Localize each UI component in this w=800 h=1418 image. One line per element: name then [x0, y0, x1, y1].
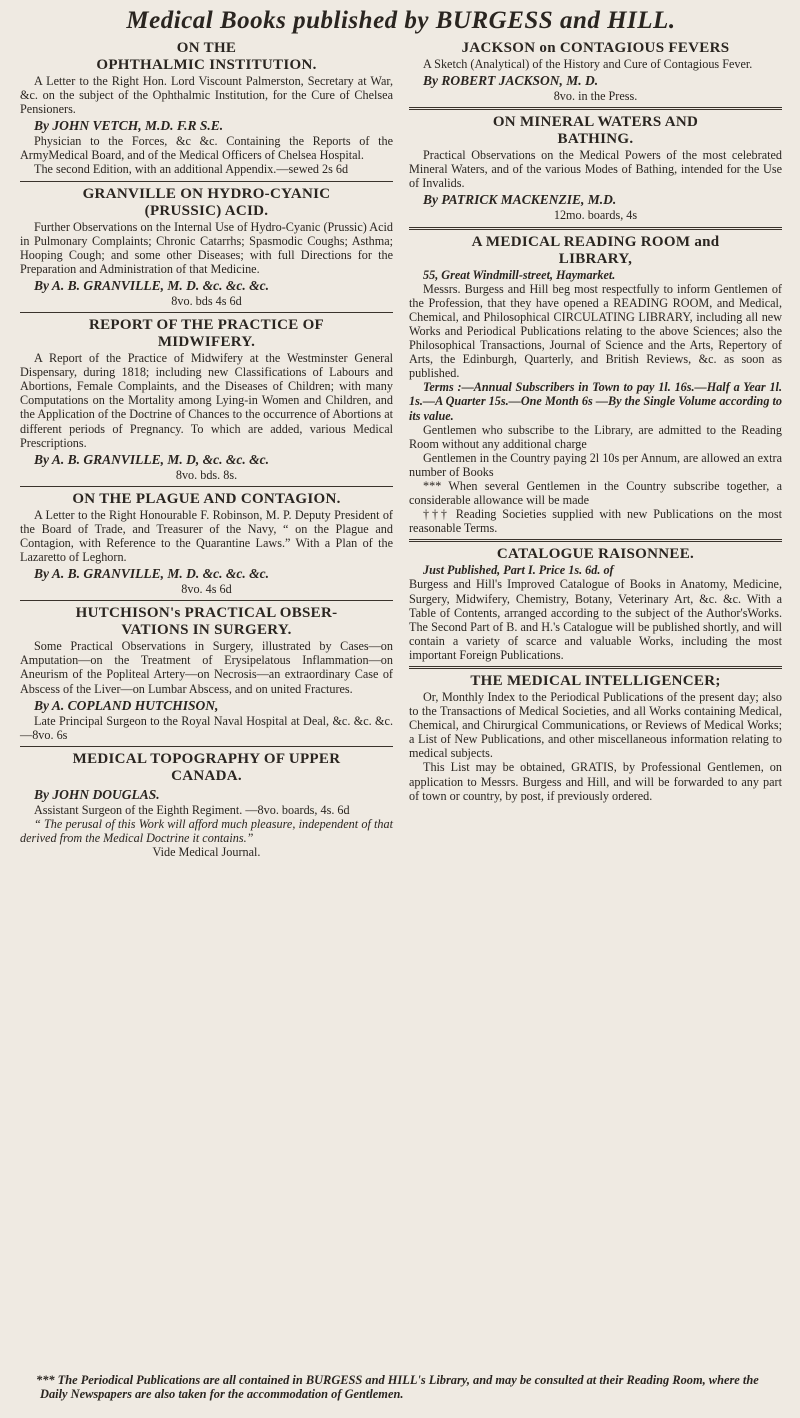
divider [20, 312, 393, 313]
library-title-1: A MEDICAL READING ROOM and [471, 233, 720, 250]
canada-title-1: MEDICAL TOPOGRAPHY OF UPPER [72, 750, 341, 767]
left-column [20, 40, 393, 861]
library-ad [409, 234, 782, 536]
library-body: Messrs. Burgess and Hill beg most respectfully to inform Gentlemen of the Profession, that they have opened a READING ROOM, and Medical, Chemical, and Philosophical CIRCULATING LIBRARY, including all new Works and Periodical Publications relating to the above Sciences; also the Philosophical Transactions, Journal of Science and the Arts, Repertory of Arts, the Edinburgh, Quarterly, and British Reviews, &c. as soon as published. [409, 281, 782, 381]
library-terms: Terms :—Annual Subscribers in Town to pay 1l. 16s.—Half a Year 1l. 1s.—A Quarter 15s.—One Month 6s —By the Single Volume according to its value. [409, 380, 782, 423]
ophthalmic-edition: The second Edition, with an additional Appendix.—sewed 2s 6d [34, 162, 349, 177]
footer-note: *** The Periodical Publications are all contained in BURGESS and HILL's Library, and may be consulted at their Reading Room, where the Daily Newspapers are also taken for the accommodation of Gentlemen. [36, 1373, 759, 1401]
ophthalmic-author: By JOHN VETCH, M.D. F.R S.E. [34, 118, 224, 134]
granville1-body: Further Observations on the Internal Use of Hydro-Cyanic (Prussic) Acid in Pulmonary Complaints; Chronic Catarrhs; Spasmodic Coughs; Asthma; Hooping Cough; and some other Diseases; with full Directions for the Preparation and Administration of that Medicine. [20, 219, 393, 276]
divider [409, 666, 782, 669]
mineral-ad [409, 114, 782, 222]
hutchison-title-2: VATIONS IN SURGERY. [121, 622, 292, 639]
divider [409, 227, 782, 230]
divider [20, 600, 393, 601]
ophthalmic-body: A Letter to the Right Hon. Lord Viscount Palmerston, Secretary at War, &c. on the subject of the Ophthalmic Institution, for the Cure of Chelsea Pensioners. [20, 74, 393, 117]
jackson-ad [409, 40, 782, 103]
library-body-3: Gentlemen in the Country paying 2l 10s per Annum, are allowed an extra number of Books [409, 450, 782, 479]
intelligencer-body: Or, Monthly Index to the Periodical Publications of the present day; also to the Transactions of Medical Societies, and all Works containing Medical, Chemical, and Chirurgical Communications, or Reviews of Medical Works; a List of New Publications, and other miscellaneous information relating to medical subjects. [409, 690, 782, 761]
catalogue-body: Burgess and Hill's Improved Catalogue of Books in Anatomy, Medicine, Surgery, Midwifery, Chemistry, Botany, Veterinary Art, &c. &c. With a Table of Contents, arranged according to the subject of the Author'sWorks. The Second Part of B. and H.'s Catalogue will be published shortly, and will contain a variety of scarce and valuable Works, including the most important Foreign Publications. [409, 577, 782, 662]
jackson-price: 8vo. in the Press. [553, 89, 638, 104]
page-header: Medical Books published by BURGESS and HILL. [126, 7, 676, 34]
library-body-5: ††† Reading Societies supplied with new Publications on the most reasonable Terms. [409, 507, 782, 536]
plague-body: A Letter to the Right Honourable F. Robinson, M. P. Deputy President of the Board of Trade, and Treasurer of the Navy, “ on the Plague and Contagion, with Reference to the Quarantine Laws.” With a Plan of the Lazaretto of Leghorn. [20, 507, 393, 565]
granville1-price: 8vo. bds 4s 6d [171, 293, 242, 308]
divider [20, 486, 393, 487]
plague-title: ON THE PLAGUE AND CONTAGION. [72, 490, 341, 507]
divider [20, 746, 393, 747]
jackson-body: A Sketch (Analytical) of the History and Cure of Contagious Fever. [423, 57, 753, 71]
columns [20, 40, 782, 861]
jackson-title: JACKSON on CONTAGIOUS FEVERS [461, 40, 730, 56]
midwifery-ad [20, 317, 393, 482]
library-body-2: Gentlemen who subscribe to the Library, are admitted to the Reading Room without any additional charge [409, 422, 782, 451]
hutchison-title-1: HUTCHISON's PRACTICAL OBSER- [75, 605, 338, 622]
catalogue-title: CATALOGUE RAISONNEE. [496, 546, 695, 563]
plague-ad [20, 491, 393, 596]
library-title-2: LIBRARY, [558, 250, 633, 267]
midwifery-author: By A. B. GRANVILLE, M. D, &c. &c. &c. [34, 451, 269, 467]
midwifery-body: A Report of the Practice of Midwifery at the Westminster General Dispensary, during 1818; including new Classifications of Labours and Abortions, Female Complaints, and the Diseases of Children; with many Computations on the Mortality among Lying-in Women and Children, and the Application of the Doctrine of Chances to the occurrence of Abortions at different periods of Pregnancy. To which are added, various Medical Prescriptions. [20, 351, 393, 450]
divider [409, 107, 782, 110]
catalogue-ad [409, 546, 782, 662]
midwifery-title-1: REPORT OF THE PRACTICE OF [88, 317, 325, 334]
hutchison-body: Some Practical Observations in Surgery, illustrated by Cases—on Amputation—on the Treatment of Erysipelatous Inflammation—on Aneurism of the Popliteal Artery—on Necrosis—an extraordinary Case of Abscess of the Liver—on Lumbar Abscess, and on united Fractures. [20, 639, 393, 696]
ophthalmic-title-2: OPHTHALMIC INSTITUTION. [96, 57, 317, 73]
canada-author: By JOHN DOUGLAS. [34, 786, 160, 802]
canada-body: Assistant Surgeon of the Eighth Regiment. —8vo. boards, 4s. 6d [34, 802, 350, 817]
midwifery-title-2: MIDWIFERY. [157, 334, 256, 351]
hutchison-author: By A. COPLAND HUTCHISON, [34, 697, 219, 713]
library-address: 55, Great Windmill-street, Haymarket. [423, 267, 616, 282]
granville1-title-2: (PRUSSIC) ACID. [144, 202, 269, 219]
jackson-author: By ROBERT JACKSON, M. D. [423, 73, 599, 89]
ophthalmic-ad [20, 40, 393, 177]
mineral-title-1: ON MINERAL WATERS AND [492, 114, 699, 131]
divider [20, 181, 393, 182]
hutchison-ad [20, 605, 393, 742]
canada-title-2: CANADA. [171, 767, 242, 784]
intelligencer-title: THE MEDICAL INTELLIGENCER; [470, 673, 721, 689]
right-column [409, 40, 782, 861]
mineral-author: By PATRICK MACKENZIE, M.D. [423, 192, 617, 208]
catalogue-lead: Just Published, Part I. Price 1s. 6d. of [423, 563, 614, 578]
hutchison-body-2: Late Principal Surgeon to the Royal Naval Hospital at Deal, &c. &c. &c.—8vo. 6s [20, 713, 393, 742]
midwifery-price: 8vo. bds. 8s. [175, 467, 238, 482]
canada-ad [20, 751, 393, 859]
granville-hydrocyanic-ad [20, 186, 393, 308]
plague-price: 8vo. 4s 6d [181, 582, 232, 597]
mineral-body: Practical Observations on the Medical Powers of the most celebrated Mineral Waters, and of the various Modes of Bathing, intended for the Use of Invalids. [409, 148, 782, 191]
intelligencer-ad [409, 673, 782, 803]
mineral-title-2: BATHING. [557, 131, 634, 148]
intelligencer-body-2: This List may be obtained, GRATIS, by Professional Gentlemen, on application to Messrs. Burgess and Hill, and will be forwarded to any part of town or country, by post, if previously ordered. [409, 760, 782, 803]
canada-cite: Vide Medical Journal. [152, 845, 261, 860]
plague-author: By A. B. GRANVILLE, M. D. &c. &c. &c. [34, 566, 269, 582]
granville1-title-1: GRANVILLE ON HYDRO-CYANIC [82, 185, 331, 202]
divider [409, 539, 782, 542]
mineral-price: 12mo. boards, 4s [553, 208, 638, 223]
granville1-author: By A. B. GRANVILLE, M. D. &c. &c. &c. [34, 277, 269, 293]
ophthalmic-body-2: Physician to the Forces, &c &c. Containing the Reports of the ArmyMedical Board, and of the Medical Officers of Chelsea Hospital. [20, 134, 393, 163]
canada-quote: “ The perusal of this Work will afford much pleasure, independent of that derived from the Medical Doctrine it contains.” [20, 816, 393, 845]
ophthalmic-title-1: ON THE [176, 40, 237, 56]
library-body-4: *** When several Gentlemen in the Country subscribe together, a considerable allowance will be made [409, 478, 782, 508]
